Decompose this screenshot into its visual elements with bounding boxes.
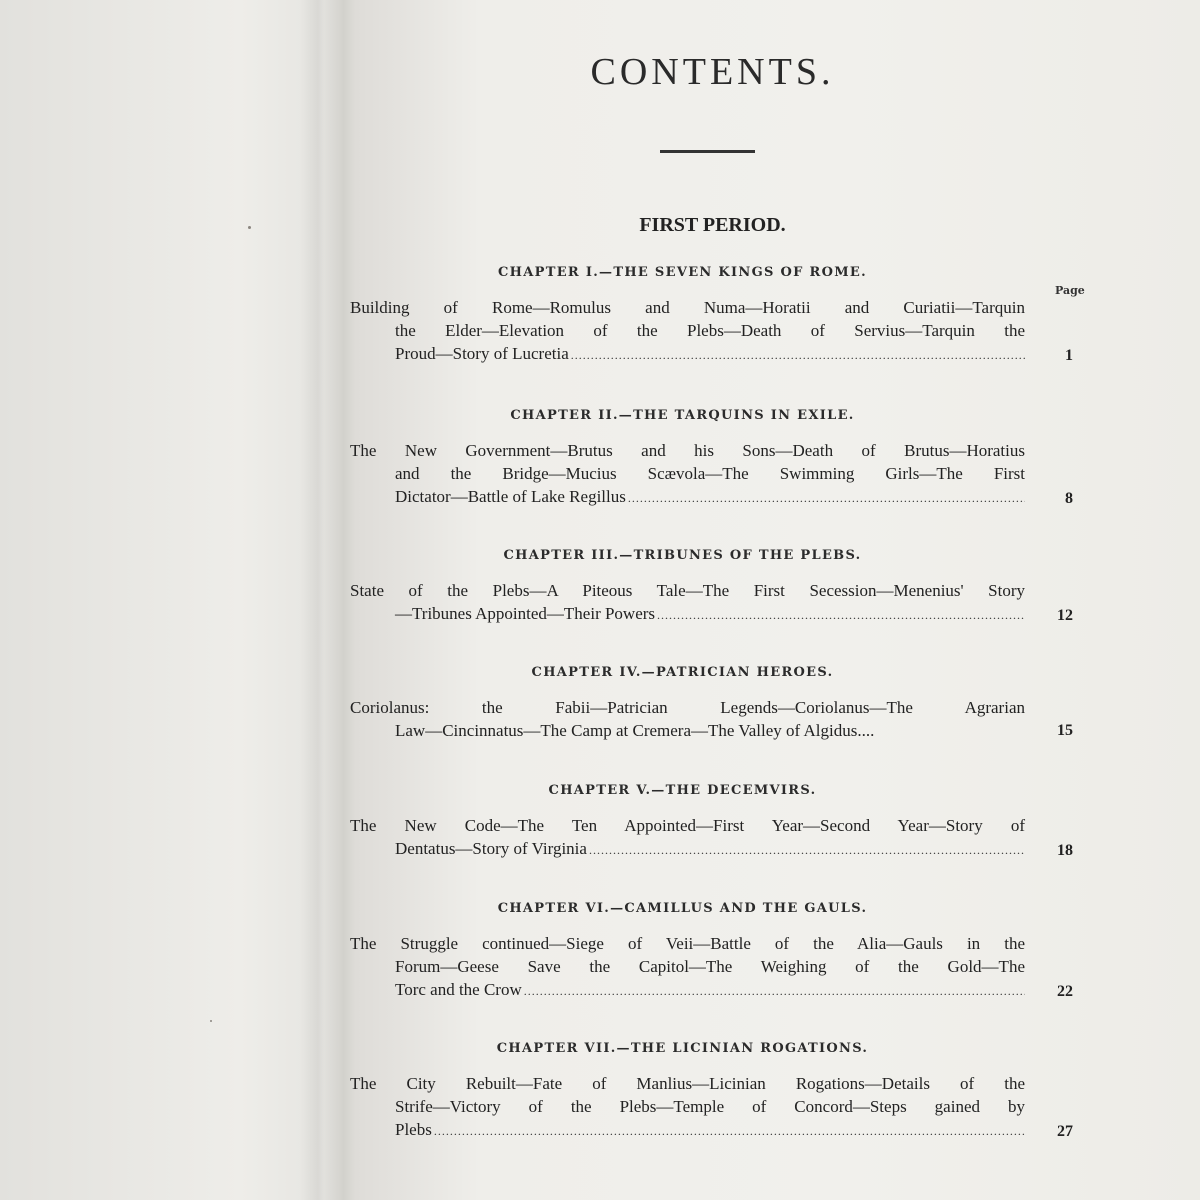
- page-number: 8: [1065, 490, 1073, 507]
- dot-leader: [571, 344, 1025, 367]
- chapter-summary: [350, 814, 1073, 862]
- chapter-heading: CHAPTER V.—THE DECEMVIRS.: [548, 783, 817, 798]
- chapter-heading: CHAPTER III.—TRIBUNES OF THE PLEBS.: [503, 548, 862, 563]
- summary-line-text: Torc and the Crow: [395, 980, 522, 999]
- dot-leader: [628, 487, 1025, 510]
- summary-line-text: —Tribunes Appointed—Their Powers: [395, 604, 656, 623]
- summary-line: the Elder—Elevation of the Plebs—Death of Servius—Tarquin the: [395, 321, 1025, 340]
- dot-leader: [434, 1120, 1025, 1143]
- summary-line: [350, 485, 1025, 510]
- summary-line-text: Plebs: [395, 1120, 432, 1139]
- summary-line-text: Law—Cincinnatus—The Camp at Cremera—The Valley of Algidus....: [395, 721, 875, 740]
- chapter-heading: CHAPTER IV.—PATRICIAN HEROES.: [531, 665, 834, 680]
- page-number: 18: [1057, 842, 1073, 859]
- dot-leader: [657, 604, 1025, 627]
- contents-page: [350, 0, 1085, 1200]
- title-rule: [660, 150, 755, 153]
- summary-line: [350, 719, 1025, 742]
- page-number: 1: [1065, 347, 1073, 364]
- summary-line-text: Dentatus—Story of Virginia: [395, 839, 587, 858]
- chapter-entry: [350, 545, 1075, 627]
- chapter-summary: [350, 579, 1073, 627]
- page-column-label: Page: [1055, 284, 1085, 297]
- summary-line: The New Code—The Ten Appointed—First Year—Second Year—Story of: [350, 816, 1025, 835]
- summary-line: and the Bridge—Mucius Scævola—The Swimming Girls—The First: [395, 464, 1025, 483]
- page-number: 15: [1057, 722, 1073, 739]
- summary-line-text: Dictator—Battle of Lake Regillus: [395, 487, 626, 506]
- chapter-heading: CHAPTER II.—THE TARQUINS IN EXILE.: [510, 408, 855, 423]
- chapter-summary: [350, 439, 1073, 510]
- period-heading: FIRST PERIOD.: [639, 214, 786, 236]
- left-blank-page: [0, 0, 320, 1200]
- chapter-summary: [350, 932, 1073, 1003]
- summary-line: [350, 342, 1025, 367]
- chapter-entry: [350, 405, 1075, 510]
- summary-line: The Struggle continued—Siege of Veii—Battle of the Alia—Gauls in the: [350, 934, 1025, 953]
- dot-leader: [589, 839, 1025, 862]
- chapter-entry: [350, 1038, 1075, 1143]
- summary-line: Coriolanus: the Fabii—Patrician Legends—Coriolanus—The Agrarian: [350, 698, 1025, 717]
- page-number: 22: [1057, 983, 1073, 1000]
- chapter-summary: [350, 696, 1073, 742]
- paper-speck: [248, 226, 251, 229]
- chapter-entry: [350, 898, 1075, 1003]
- summary-line: Forum—Geese Save the Capitol—The Weighing of the Gold—The: [395, 957, 1025, 976]
- paper-speck: [210, 1020, 212, 1022]
- chapter-summary: [350, 1072, 1073, 1143]
- summary-line-text: Proud—Story of Lucretia: [395, 344, 569, 363]
- summary-line: The New Government—Brutus and his Sons—Death of Brutus—Horatius: [350, 441, 1025, 460]
- page-gutter: [300, 0, 340, 1200]
- summary-line: Building of Rome—Romulus and Numa—Horatii and Curiatii—Tarquin: [350, 298, 1025, 317]
- summary-line: [350, 1118, 1025, 1143]
- chapter-heading: CHAPTER VII.—THE LICINIAN ROGATIONS.: [496, 1041, 869, 1056]
- chapter-summary: [350, 296, 1073, 367]
- summary-line: State of the Plebs—A Piteous Tale—The First Secession—Menenius' Story: [350, 581, 1025, 600]
- summary-line: [350, 978, 1025, 1003]
- summary-line: [350, 837, 1025, 862]
- summary-line: Strife—Victory of the Plebs—Temple of Concord—Steps gained by: [395, 1097, 1025, 1116]
- chapter-entry: [350, 780, 1075, 862]
- page-title: CONTENTS.: [590, 51, 835, 93]
- chapter-entry: [350, 662, 1075, 742]
- summary-line: [350, 602, 1025, 627]
- dot-leader: [524, 980, 1025, 1003]
- page-number: 12: [1057, 607, 1073, 624]
- summary-line: The City Rebuilt—Fate of Manlius—Licinian Rogations—Details of the: [350, 1074, 1025, 1093]
- chapter-heading: CHAPTER VI.—CAMILLUS AND THE GAULS.: [497, 901, 868, 916]
- page-number: 27: [1057, 1123, 1073, 1140]
- chapter-entry: [350, 262, 1075, 367]
- chapter-heading: CHAPTER I.—THE SEVEN KINGS OF ROME.: [498, 265, 867, 280]
